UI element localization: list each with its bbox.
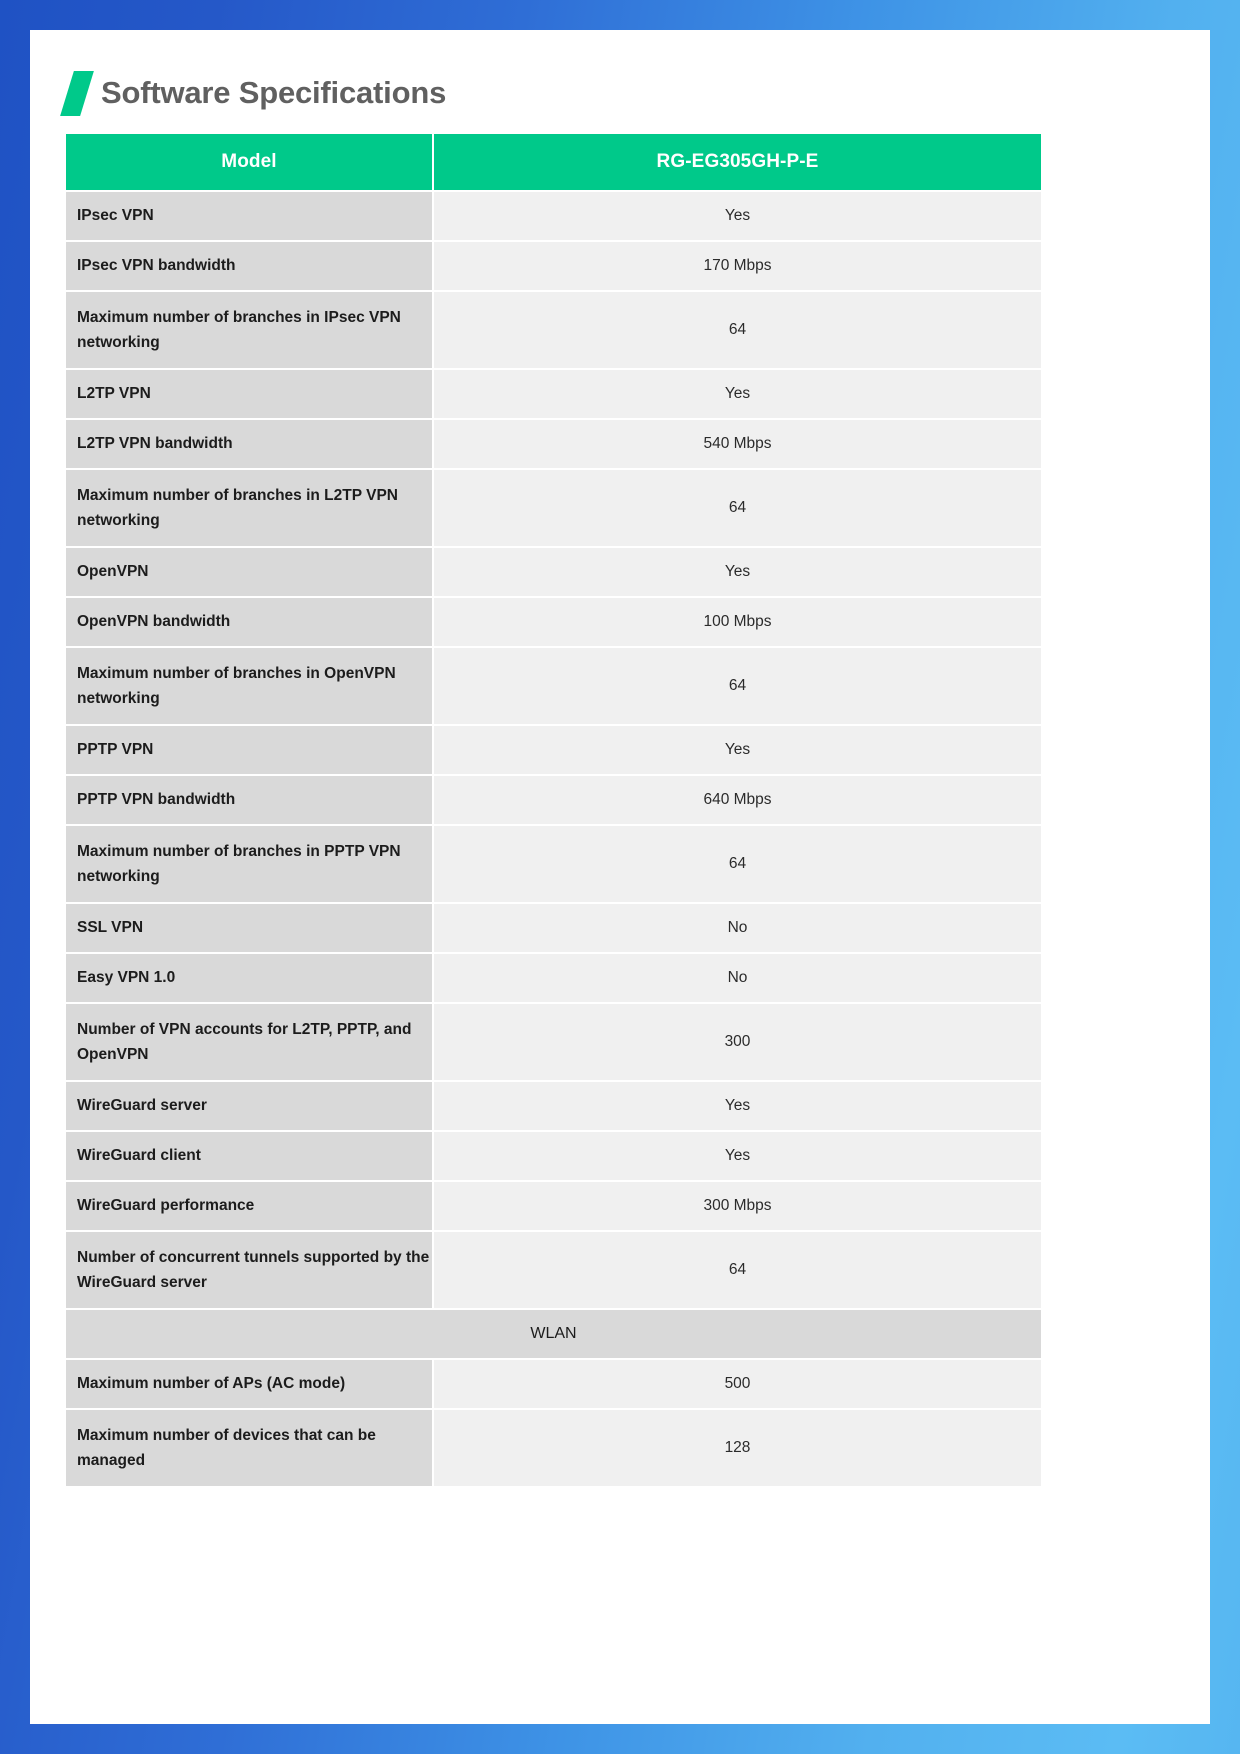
row-value-cell: Yes	[434, 192, 1041, 240]
table-row	[66, 648, 1041, 724]
row-label-cell: PPTP VPN bandwidth	[66, 776, 434, 824]
table-row	[66, 1132, 1041, 1180]
row-value-cell: 170 Mbps	[434, 242, 1041, 290]
row-value-cell: 100 Mbps	[434, 598, 1041, 646]
row-label-cell: OpenVPN	[66, 548, 434, 596]
row-value-cell: 64	[434, 1232, 1041, 1308]
row-label-cell: Maximum number of branches in OpenVPN networking	[66, 648, 434, 724]
table-row	[66, 192, 1041, 240]
row-label-cell: Maximum number of devices that can be managed	[66, 1410, 434, 1486]
row-label-cell: Number of VPN accounts for L2TP, PPTP, and OpenVPN	[66, 1004, 434, 1080]
table-row	[66, 1082, 1041, 1130]
row-label-cell: L2TP VPN	[66, 370, 434, 418]
row-label-cell: OpenVPN bandwidth	[66, 598, 434, 646]
table-row	[66, 776, 1041, 824]
row-value-cell: 540 Mbps	[434, 420, 1041, 468]
table-row	[66, 292, 1041, 368]
row-label-cell: WireGuard performance	[66, 1182, 434, 1230]
table-row	[66, 1232, 1041, 1308]
row-value-cell: 500	[434, 1360, 1041, 1408]
table-row	[66, 1360, 1041, 1408]
row-value-cell: 64	[434, 648, 1041, 724]
table-row	[66, 1004, 1041, 1080]
row-label-cell: Easy VPN 1.0	[66, 954, 434, 1002]
row-label-cell: Maximum number of branches in IPsec VPN networking	[66, 292, 434, 368]
row-value-cell: 64	[434, 470, 1041, 546]
row-value-cell: Yes	[434, 726, 1041, 774]
table-header-row	[66, 134, 1041, 190]
row-value-cell: 64	[434, 292, 1041, 368]
table-row	[66, 420, 1041, 468]
document-page	[30, 30, 1210, 1724]
row-label-cell: IPsec VPN bandwidth	[66, 242, 434, 290]
table-row	[66, 548, 1041, 596]
row-label-cell: Maximum number of branches in PPTP VPN networking	[66, 826, 434, 902]
row-value-cell: 640 Mbps	[434, 776, 1041, 824]
row-label-cell: L2TP VPN bandwidth	[66, 420, 434, 468]
specifications-table	[66, 132, 1041, 1488]
row-value-cell: No	[434, 954, 1041, 1002]
table-section-row	[66, 1310, 1041, 1358]
row-label-cell: WireGuard client	[66, 1132, 434, 1180]
table-row	[66, 726, 1041, 774]
table-row	[66, 470, 1041, 546]
row-value-cell: 64	[434, 826, 1041, 902]
row-label-cell: Maximum number of APs (AC mode)	[66, 1360, 434, 1408]
row-label-cell: Maximum number of branches in L2TP VPN networking	[66, 470, 434, 546]
page-title	[66, 60, 1074, 126]
row-label-cell: PPTP VPN	[66, 726, 434, 774]
table-row	[66, 598, 1041, 646]
row-value-cell: 300	[434, 1004, 1041, 1080]
row-value-cell: Yes	[434, 1132, 1041, 1180]
row-label-cell: IPsec VPN	[66, 192, 434, 240]
header-cell-product: RG-EG305GH-P-E	[434, 134, 1041, 190]
row-value-cell: Yes	[434, 370, 1041, 418]
row-value-cell: 128	[434, 1410, 1041, 1486]
page-content	[66, 60, 1074, 1488]
table-row	[66, 1410, 1041, 1486]
table-row	[66, 1182, 1041, 1230]
table-row	[66, 242, 1041, 290]
row-value-cell: Yes	[434, 548, 1041, 596]
row-label-cell: WireGuard server	[66, 1082, 434, 1130]
header-cell-model: Model	[66, 134, 434, 190]
table-row	[66, 904, 1041, 952]
section-header-label: WLAN	[66, 1310, 1041, 1358]
table-row	[66, 954, 1041, 1002]
slash-accent-icon	[60, 71, 94, 116]
table-row	[66, 826, 1041, 902]
row-label-cell: Number of concurrent tunnels supported by the WireGuard server	[66, 1232, 434, 1308]
table-body	[66, 192, 1041, 1486]
page-title-text: Software Specifications	[101, 75, 447, 110]
row-label-cell: SSL VPN	[66, 904, 434, 952]
row-value-cell: 300 Mbps	[434, 1182, 1041, 1230]
row-value-cell: Yes	[434, 1082, 1041, 1130]
table-row	[66, 370, 1041, 418]
row-value-cell: No	[434, 904, 1041, 952]
